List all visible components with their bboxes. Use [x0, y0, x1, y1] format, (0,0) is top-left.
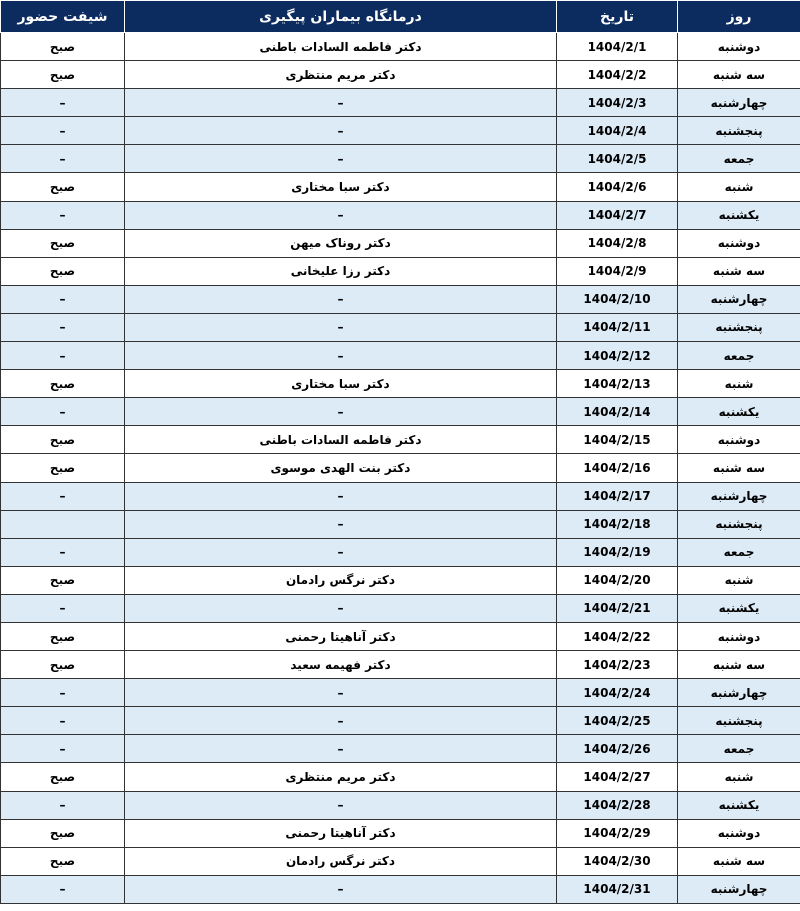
shift-cell: –	[1, 201, 125, 229]
table-row	[1, 229, 800, 257]
day-cell: دوشنبه	[678, 426, 800, 454]
date-cell: 1404/2/29	[557, 819, 678, 847]
shift-cell: صبح	[1, 622, 125, 650]
doctor-cell: –	[125, 538, 557, 566]
table-row	[1, 707, 800, 735]
shift-cell: صبح	[1, 426, 125, 454]
table-row	[1, 398, 800, 426]
table-row	[1, 201, 800, 229]
date-cell: 1404/2/20	[557, 566, 678, 594]
doctor-cell: –	[125, 313, 557, 341]
day-cell: یکشنبه	[678, 201, 800, 229]
date-cell: 1404/2/22	[557, 622, 678, 650]
day-cell: چهارشنبه	[678, 482, 800, 510]
table-row	[1, 510, 800, 538]
shift-cell: –	[1, 342, 125, 370]
table-row	[1, 679, 800, 707]
table-row	[1, 117, 800, 145]
table-row	[1, 735, 800, 763]
day-cell: شنبه	[678, 173, 800, 201]
table-row	[1, 285, 800, 313]
table-row	[1, 847, 800, 875]
doctor-cell: –	[125, 201, 557, 229]
date-cell: 1404/2/4	[557, 117, 678, 145]
doctor-cell: دکتر روناک میهن	[125, 229, 557, 257]
table-row	[1, 594, 800, 622]
table-row	[1, 342, 800, 370]
day-cell: پنجشنبه	[678, 510, 800, 538]
day-cell: چهارشنبه	[678, 89, 800, 117]
day-cell: سه شنبه	[678, 257, 800, 285]
day-cell: پنجشنبه	[678, 313, 800, 341]
day-cell: یکشنبه	[678, 791, 800, 819]
shift-cell: –	[1, 875, 125, 903]
shift-cell: –	[1, 538, 125, 566]
doctor-cell: دکتر بنت الهدی موسوی	[125, 454, 557, 482]
shift-cell: صبح	[1, 651, 125, 679]
doctor-cell: دکتر مریم منتظری	[125, 61, 557, 89]
schedule-body	[1, 33, 800, 904]
shift-cell: صبح	[1, 229, 125, 257]
day-cell: یکشنبه	[678, 398, 800, 426]
shift-cell: –	[1, 117, 125, 145]
shift-cell: –	[1, 89, 125, 117]
shift-cell: –	[1, 679, 125, 707]
table-row	[1, 651, 800, 679]
day-cell: پنجشنبه	[678, 117, 800, 145]
shift-cell: –	[1, 594, 125, 622]
header-date: تاریخ	[557, 1, 678, 33]
doctor-cell: –	[125, 482, 557, 510]
date-cell: 1404/2/27	[557, 763, 678, 791]
shift-cell: صبح	[1, 370, 125, 398]
doctor-cell: –	[125, 679, 557, 707]
day-cell: جمعه	[678, 538, 800, 566]
doctor-cell: دکتر فاطمه السادات باطنی	[125, 426, 557, 454]
doctor-cell: –	[125, 594, 557, 622]
table-row	[1, 61, 800, 89]
day-cell: شنبه	[678, 566, 800, 594]
table-row	[1, 763, 800, 791]
date-cell: 1404/2/1	[557, 33, 678, 61]
shift-cell: –	[1, 285, 125, 313]
shift-cell	[1, 510, 125, 538]
shift-cell: صبح	[1, 61, 125, 89]
date-cell: 1404/2/8	[557, 229, 678, 257]
date-cell: 1404/2/25	[557, 707, 678, 735]
doctor-cell: –	[125, 89, 557, 117]
date-cell: 1404/2/23	[557, 651, 678, 679]
day-cell: سه شنبه	[678, 651, 800, 679]
date-cell: 1404/2/9	[557, 257, 678, 285]
table-row	[1, 482, 800, 510]
header-shift: شیفت حضور	[1, 1, 125, 33]
day-cell: دوشنبه	[678, 622, 800, 650]
date-cell: 1404/2/26	[557, 735, 678, 763]
date-cell: 1404/2/21	[557, 594, 678, 622]
table-row	[1, 791, 800, 819]
table-row	[1, 622, 800, 650]
table-row	[1, 454, 800, 482]
date-cell: 1404/2/28	[557, 791, 678, 819]
doctor-cell: –	[125, 875, 557, 903]
date-cell: 1404/2/10	[557, 285, 678, 313]
table-row	[1, 33, 800, 61]
doctor-cell: –	[125, 398, 557, 426]
shift-cell: صبح	[1, 819, 125, 847]
day-cell: سه شنبه	[678, 454, 800, 482]
date-cell: 1404/2/15	[557, 426, 678, 454]
day-cell: جمعه	[678, 735, 800, 763]
date-cell: 1404/2/17	[557, 482, 678, 510]
date-cell: 1404/2/19	[557, 538, 678, 566]
shift-cell: –	[1, 398, 125, 426]
doctor-cell: –	[125, 735, 557, 763]
doctor-cell: دکتر رزا علیخانی	[125, 257, 557, 285]
doctor-cell: دکتر آناهیتا رحمنی	[125, 819, 557, 847]
doctor-cell: دکتر نرگس رادمان	[125, 566, 557, 594]
date-cell: 1404/2/30	[557, 847, 678, 875]
date-cell: 1404/2/11	[557, 313, 678, 341]
table-row	[1, 875, 800, 903]
day-cell: یکشنبه	[678, 594, 800, 622]
doctor-cell: –	[125, 285, 557, 313]
day-cell: پنجشنبه	[678, 707, 800, 735]
header-day: روز	[678, 1, 800, 33]
date-cell: 1404/2/6	[557, 173, 678, 201]
date-cell: 1404/2/18	[557, 510, 678, 538]
date-cell: 1404/2/12	[557, 342, 678, 370]
doctor-cell: –	[125, 791, 557, 819]
date-cell: 1404/2/24	[557, 679, 678, 707]
shift-cell: –	[1, 313, 125, 341]
table-row	[1, 538, 800, 566]
header-clinic: درمانگاه بیماران پیگیری	[125, 1, 557, 33]
shift-cell: صبح	[1, 454, 125, 482]
doctor-cell: –	[125, 117, 557, 145]
shift-cell: صبح	[1, 847, 125, 875]
table-row	[1, 819, 800, 847]
day-cell: چهارشنبه	[678, 285, 800, 313]
table-row	[1, 566, 800, 594]
doctor-cell: دکتر نرگس رادمان	[125, 847, 557, 875]
header-row	[1, 1, 800, 33]
table-row	[1, 257, 800, 285]
date-cell: 1404/2/5	[557, 145, 678, 173]
table-row	[1, 370, 800, 398]
day-cell: شنبه	[678, 763, 800, 791]
doctor-cell: –	[125, 510, 557, 538]
doctor-cell: دکتر سبا مختاری	[125, 173, 557, 201]
date-cell: 1404/2/13	[557, 370, 678, 398]
table-row	[1, 173, 800, 201]
table-row	[1, 313, 800, 341]
day-cell: دوشنبه	[678, 229, 800, 257]
shift-cell: صبح	[1, 566, 125, 594]
shift-cell: –	[1, 482, 125, 510]
date-cell: 1404/2/14	[557, 398, 678, 426]
doctor-cell: دکتر فهیمه سعید	[125, 651, 557, 679]
doctor-cell: دکتر آناهیتا رحمنی	[125, 622, 557, 650]
doctor-cell: دکتر سبا مختاری	[125, 370, 557, 398]
doctor-cell: –	[125, 707, 557, 735]
day-cell: چهارشنبه	[678, 679, 800, 707]
date-cell: 1404/2/7	[557, 201, 678, 229]
table-row	[1, 145, 800, 173]
day-cell: چهارشنبه	[678, 875, 800, 903]
doctor-cell: –	[125, 342, 557, 370]
shift-cell: صبح	[1, 33, 125, 61]
date-cell: 1404/2/3	[557, 89, 678, 117]
date-cell: 1404/2/2	[557, 61, 678, 89]
shift-cell: –	[1, 145, 125, 173]
day-cell: دوشنبه	[678, 819, 800, 847]
shift-cell: –	[1, 707, 125, 735]
shift-cell: –	[1, 735, 125, 763]
day-cell: دوشنبه	[678, 33, 800, 61]
table-row	[1, 426, 800, 454]
date-cell: 1404/2/31	[557, 875, 678, 903]
shift-cell: صبح	[1, 257, 125, 285]
doctor-cell: دکتر فاطمه السادات باطنی	[125, 33, 557, 61]
shift-cell: صبح	[1, 763, 125, 791]
shift-cell: –	[1, 791, 125, 819]
doctor-cell: دکتر مریم منتظری	[125, 763, 557, 791]
day-cell: جمعه	[678, 342, 800, 370]
day-cell: سه شنبه	[678, 847, 800, 875]
day-cell: سه شنبه	[678, 61, 800, 89]
table-row	[1, 89, 800, 117]
shift-cell: صبح	[1, 173, 125, 201]
day-cell: شنبه	[678, 370, 800, 398]
date-cell: 1404/2/16	[557, 454, 678, 482]
day-cell: جمعه	[678, 145, 800, 173]
doctor-cell: –	[125, 145, 557, 173]
